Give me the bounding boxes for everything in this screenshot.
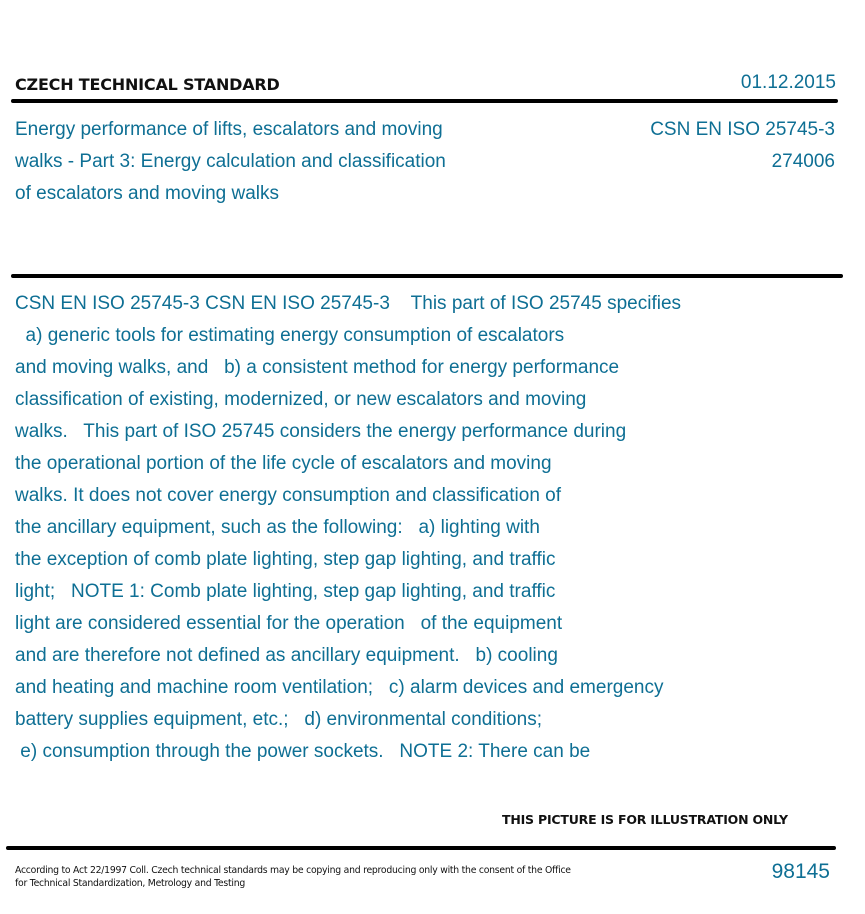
abstract-line: CSN EN ISO 25745-3 CSN EN ISO 25745-3 This part of ISO 25745 specifies (15, 293, 682, 314)
abstract-line: the operational portion of the life cycle of escalators and moving (15, 453, 552, 474)
abstract-line: light; NOTE 1: Comb plate lighting, step gap lighting, and traffic (15, 581, 556, 602)
title-divider (11, 274, 843, 278)
standard-code: CSN EN ISO 25745-3 (650, 119, 835, 140)
title-line: of escalators and moving walks (15, 183, 280, 204)
abstract-line: the exception of comb plate lighting, step gap lighting, and traffic (15, 549, 556, 570)
abstract-line: and heating and machine room ventilation; c) alarm devices and emergency (15, 677, 664, 698)
illustration-notice: THIS PICTURE IS FOR ILLUSTRATION ONLY (502, 812, 788, 827)
class-number: 274006 (771, 151, 835, 172)
title-line: walks - Part 3: Energy calculation and classification (15, 151, 446, 172)
publication-date: 01.12.2015 (740, 72, 836, 93)
standard-title (15, 114, 515, 210)
copyright-line: According to Act 22/1997 Coll. Czech technical standards may be copying and reproducing only with the consent of the Office (15, 865, 571, 876)
abstract-line: walks. It does not cover energy consumption and classification of (15, 485, 562, 506)
copyright-notice (15, 864, 571, 890)
abstract-line: battery supplies equipment, etc.; d) environmental conditions; (15, 709, 543, 730)
copyright-line: for Technical Standardization, Metrology and Testing (15, 878, 246, 889)
abstract-line: and are therefore not defined as ancillary equipment. b) cooling (15, 645, 558, 666)
abstract-text (15, 288, 681, 768)
standard-identifiers (650, 114, 835, 178)
abstract-line: walks. This part of ISO 25745 considers the energy performance during (15, 421, 627, 442)
abstract-line: a) generic tools for estimating energy consumption of escalators (15, 325, 565, 346)
abstract-line: the ancillary equipment, such as the following: a) lighting with (15, 517, 540, 538)
abstract-line: and moving walks, and b) a consistent method for energy performance (15, 357, 620, 378)
document-type-label: CZECH TECHNICAL STANDARD (15, 75, 280, 94)
footer-divider (6, 846, 836, 850)
abstract-line: classification of existing, modernized, or new escalators and moving (15, 389, 587, 410)
document-number: 98145 (771, 860, 830, 883)
abstract-line: e) consumption through the power sockets. NOTE 2: There can be (15, 741, 591, 762)
header-divider (11, 99, 838, 103)
title-line: Energy performance of lifts, escalators and moving (15, 119, 443, 140)
abstract-line: light are considered essential for the operation of the equipment (15, 613, 563, 634)
